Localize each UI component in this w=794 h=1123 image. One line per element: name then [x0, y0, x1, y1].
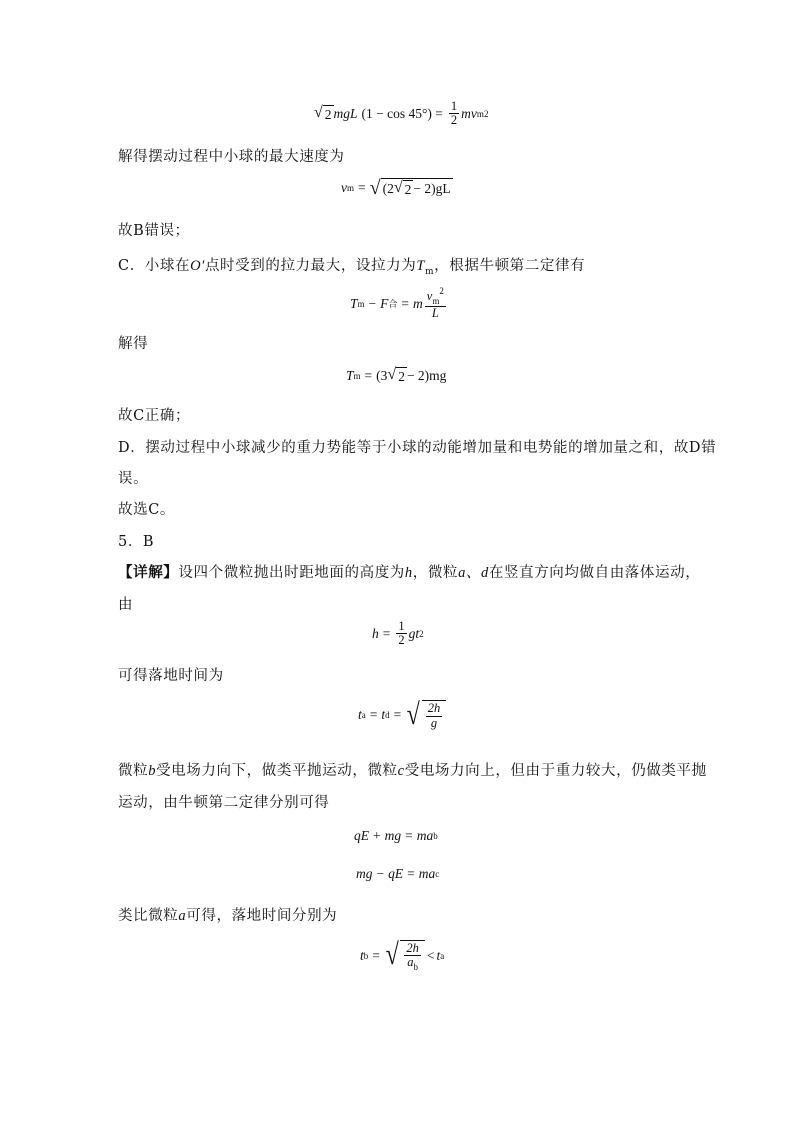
text-line: 运动，由牛顿第二定律分别可得	[118, 795, 330, 811]
equation-max-tension: T m = (3 √ 2 − 2)mg	[346, 366, 447, 384]
text-line: 故C正确；	[118, 408, 191, 424]
text-line: D．摆动过程中小球减少的重力势能等于小球的动能增加量和电势能的增加量之和，故D错	[118, 440, 717, 456]
equation-energy: √ 2 mgL (1 − cos 45°) = $\frac{1}{2}$ mv m 2	[314, 99, 489, 128]
text-line: 5．B	[118, 534, 155, 550]
equation-max-velocity: v m = √ (2 √ 2 − 2)gL	[341, 177, 451, 199]
equation-newton-second-law: T m − F 合 = m $\frac{v_m^2}{L}$	[350, 286, 444, 321]
sqrt-2: √ 2	[314, 103, 332, 122]
text-line: 【详解】设四个微粒抛出时距地面的高度为h，微粒a、d在竖直方向均做自由落体运动，	[118, 564, 701, 581]
fraction-half: $\frac{1}{2}$	[450, 99, 458, 128]
text-line: 误。	[118, 471, 149, 487]
text-line: 故选C。	[118, 502, 175, 518]
sqrt-expression: √ (2 √ 2 − 2)gL	[369, 177, 451, 199]
fraction-v2-over-L: $\frac{v_m^2}{L}$	[426, 286, 444, 321]
equation-fall-time: t a = t d = √ $\frac{2h}{g}$	[358, 700, 446, 730]
text-line: 解得摆动过程中小球的最大速度为	[118, 149, 345, 165]
text-line: 可得落地时间为	[118, 668, 224, 684]
eq1-rhs: mv	[461, 105, 477, 121]
equation-particle-c: mg − qE = ma c	[356, 866, 440, 881]
text-line: C．小球在O′点时受到的拉力最大，设拉力为$T_m$，根据牛顿第二定律有	[118, 258, 586, 277]
eq1-lhs: mgL	[333, 105, 358, 121]
text-line: 故B错误；	[118, 223, 190, 239]
equation-particle-b: qE + mg = ma b	[354, 828, 438, 843]
eq1-paren: (1 − cos 45°) =	[361, 105, 443, 121]
text-line: 微粒b受电场力向下，做类平抛运动，微粒c受电场力向上，但由于重力较大，仍做类平抛	[118, 763, 707, 779]
text-line: 由	[118, 597, 134, 613]
text-line: 解得	[118, 336, 149, 352]
equation-fall-time-b: t b = √ $\frac{2h}{a_b}$ < t a	[360, 938, 445, 973]
text-line: 类比微粒a可得，落地时间分别为	[118, 908, 338, 924]
equation-free-fall: h = $\frac{1}{2}$ gt 2	[372, 619, 424, 648]
